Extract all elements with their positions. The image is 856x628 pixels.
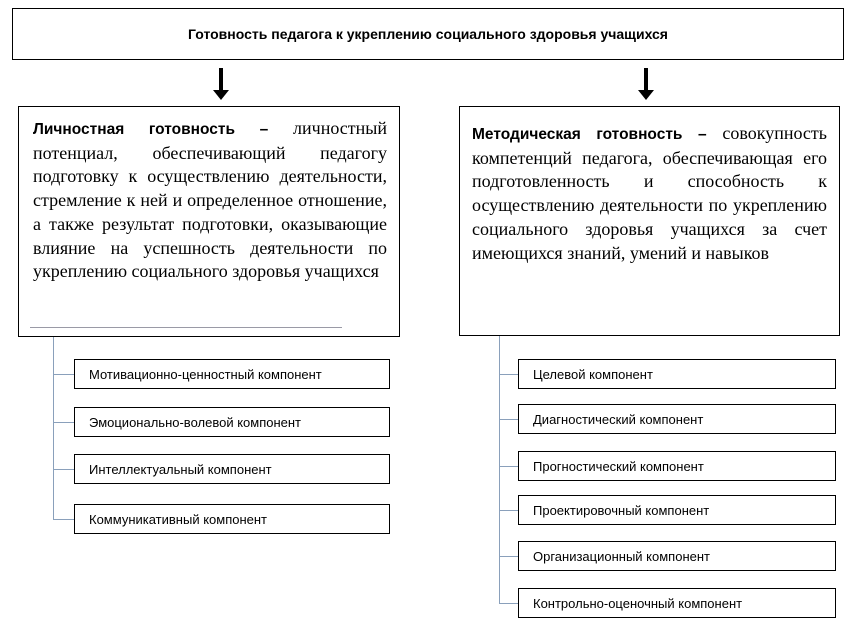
right-connector-branch (499, 419, 518, 420)
left-connector-branch (53, 422, 74, 423)
methodical-component-6: Контрольно-оценочный компонент (518, 588, 836, 618)
right-connector-trunk (499, 336, 500, 604)
methodical-component-4: Проектировочный компонент (518, 495, 836, 525)
right-connector-branch (499, 556, 518, 557)
personal-component-3: Интеллектуальный компонент (74, 454, 390, 484)
left-connector-trunk (53, 337, 54, 520)
right-connector-branch (499, 374, 518, 375)
methodical-readiness-definition: совокупность компетенций педагога, обеспечивающая его подготовленность и способность к осуществлению деятельности по укреплению социального здоровья учащихся за счет имеющихся знаний, умений и навыков (472, 123, 827, 263)
methodical-component-2: Диагностический компонент (518, 404, 836, 434)
methodical-component-1: Целевой компонент (518, 359, 836, 389)
underline-decoration (30, 327, 342, 328)
right-connector-branch (499, 466, 518, 467)
diagram-title-box (12, 8, 844, 60)
methodical-readiness-term: Методическая готовность – (472, 126, 707, 143)
diagram-title: Готовность педагога к укреплению социального здоровья учащихся (188, 26, 668, 42)
right-connector-branch (499, 603, 518, 604)
methodical-component-3: Прогностический компонент (518, 451, 836, 481)
personal-component-1: Мотивационно-ценностный компонент (74, 359, 390, 389)
left-connector-branch (53, 469, 74, 470)
left-connector-branch (53, 519, 74, 520)
personal-readiness-term: Личностная готовность – (33, 121, 269, 138)
left-connector-branch (53, 374, 74, 375)
methodical-component-5: Организационный компонент (518, 541, 836, 571)
methodical-readiness-box (459, 106, 840, 336)
personal-readiness-box (18, 106, 400, 337)
personal-component-4: Коммуникативный компонент (74, 504, 390, 534)
right-connector-branch (499, 510, 518, 511)
personal-component-2: Эмоционально-волевой компонент (74, 407, 390, 437)
personal-readiness-definition: личностный потенциал, обеспечивающий педагогу подготовку к осуществлению деятельности, стремление к ней и определенное отношение, а также результат подготовки, оказывающие влияние на успешность деятельности по укреплению социального здоровья учащихся (33, 118, 387, 282)
